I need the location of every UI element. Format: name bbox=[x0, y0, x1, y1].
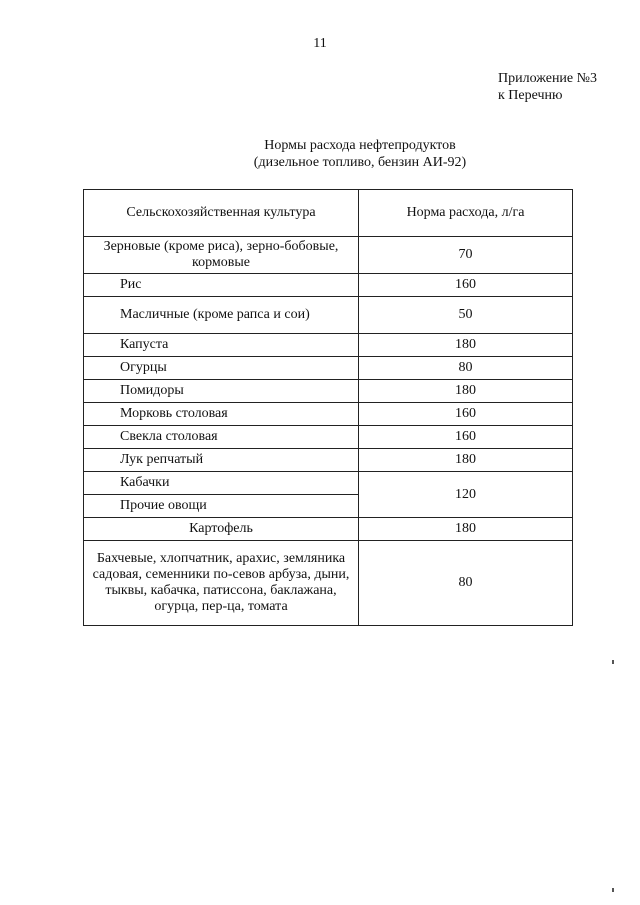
rate-cell: 80 bbox=[359, 357, 573, 380]
crop-cell: Капуста bbox=[84, 334, 359, 357]
crop-cell: Масличные (кроме рапса и сои) bbox=[84, 297, 359, 334]
rate-cell: 70 bbox=[359, 237, 573, 274]
rate-cell: 120 bbox=[359, 472, 573, 518]
rate-cell: 180 bbox=[359, 380, 573, 403]
header-cell-crop: Сельскохозяйственная культура bbox=[84, 190, 359, 237]
table-header-row bbox=[84, 190, 573, 237]
table-row bbox=[84, 297, 573, 334]
appendix-line: к Перечню bbox=[498, 88, 563, 103]
page-number: 11 bbox=[313, 36, 327, 51]
crop-cell: Картофель bbox=[84, 518, 359, 541]
crop-cell: Огурцы bbox=[84, 357, 359, 380]
scan-mark bbox=[612, 660, 614, 664]
table-row bbox=[84, 472, 573, 495]
rate-cell: 160 bbox=[359, 274, 573, 297]
subtitle-line: (дизельное топливо, бензин АИ-92) bbox=[253, 155, 467, 170]
table-row bbox=[84, 237, 573, 274]
table-row bbox=[84, 541, 573, 626]
table-row bbox=[84, 518, 573, 541]
table-row bbox=[84, 274, 573, 297]
crop-cell: Помидоры bbox=[84, 380, 359, 403]
table-row bbox=[84, 403, 573, 426]
header-cell-rate: Норма расхода, л/га bbox=[359, 190, 573, 237]
title-line: Нормы расхода нефтепродуктов bbox=[264, 138, 456, 153]
rate-cell: 180 bbox=[359, 449, 573, 472]
crop-cell: Зерновые (кроме риса), зерно-бобовые, кормовые bbox=[84, 237, 359, 274]
crop-cell: Кабачки bbox=[84, 472, 359, 495]
rate-cell: 180 bbox=[359, 334, 573, 357]
table-row bbox=[84, 380, 573, 403]
crop-cell: Лук репчатый bbox=[84, 449, 359, 472]
scan-mark bbox=[612, 888, 614, 892]
table-row bbox=[84, 357, 573, 380]
crop-cell: Прочие овощи bbox=[84, 495, 359, 518]
crop-cell: Морковь столовая bbox=[84, 403, 359, 426]
document-title bbox=[0, 137, 640, 171]
appendix-line: Приложение №3 bbox=[498, 71, 597, 86]
crop-cell: Рис bbox=[84, 274, 359, 297]
rate-cell: 160 bbox=[359, 426, 573, 449]
rate-cell: 80 bbox=[359, 541, 573, 626]
crop-cell: Свекла столовая bbox=[84, 426, 359, 449]
appendix-reference bbox=[498, 70, 597, 104]
rate-cell: 50 bbox=[359, 297, 573, 334]
crop-cell: Бахчевые, хлопчатник, арахис, земляника садовая, семенники по-севов арбуза, дыни, тыквы, кабачка, патиссона, баклажана, огурца, пер-ца, томата bbox=[84, 541, 359, 626]
table-row bbox=[84, 449, 573, 472]
table-row bbox=[84, 426, 573, 449]
consumption-norms-table bbox=[83, 189, 573, 626]
rate-cell: 180 bbox=[359, 518, 573, 541]
table-row bbox=[84, 334, 573, 357]
rate-cell: 160 bbox=[359, 403, 573, 426]
